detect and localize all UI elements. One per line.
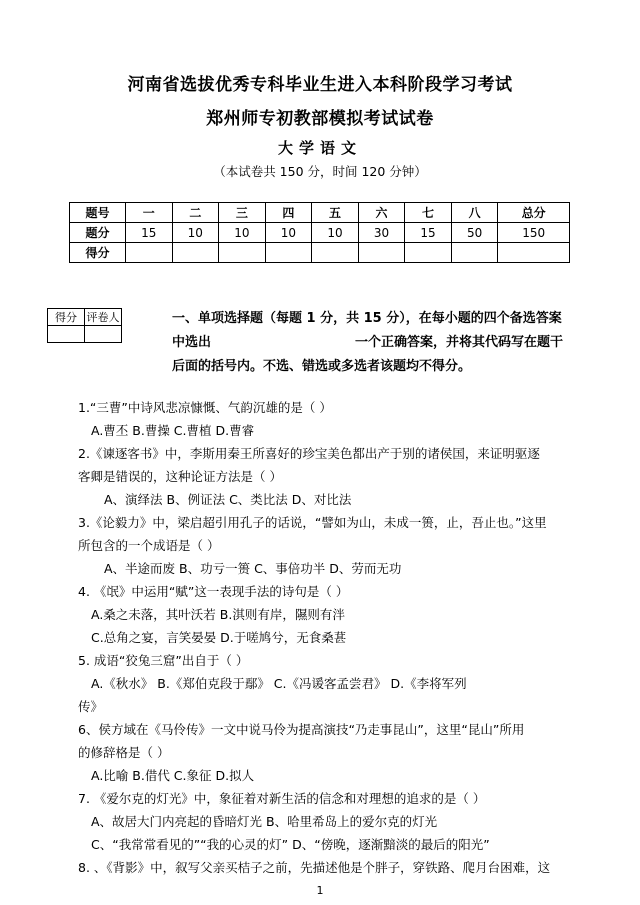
section1-instruction-line2b: 一个正确答案，并将其代码写在题干 (355, 335, 564, 350)
earned-cell (126, 243, 173, 263)
col-header: 八 (451, 203, 498, 223)
question-6-options: A.比喻 B.借代 C.象征 D.拟人 (91, 768, 255, 783)
row-label-earned: 得分 (70, 243, 126, 263)
question-3-stem-cont: 所包含的一个成语是（ ） (78, 538, 220, 553)
grader-box (47, 308, 122, 343)
question-5-stem: 5. 成语“狡兔三窟”出自于（ ） (78, 653, 249, 668)
col-header: 二 (172, 203, 219, 223)
question-4-options-line1: A.桑之未落，其叶沃若 B.淇则有岸，隰则有泮 (91, 607, 345, 622)
grader-name-label: 评卷人 (85, 309, 122, 326)
earned-cell (172, 243, 219, 263)
question-7-options-line2: C、“我常常看见的”“我的心灵的灯” D、“傍晚，逐渐黯淡的最后的阳光” (91, 837, 490, 852)
question-6-stem: 6、侯方域在《马伶传》一文中说马伶为提高演技“乃走事昆山”，这里“昆山”所用 (78, 722, 525, 737)
score-table-points-row (70, 223, 570, 243)
question-1-stem: 1.“三曹”中诗风悲凉慷慨、气韵沉雄的是（ ） (78, 400, 332, 415)
grader-score-cell (48, 326, 85, 343)
points-cell: 10 (265, 223, 312, 243)
question-2-stem: 2.《谏逐客书》中，李斯用秦王所喜好的珍宝美色都出产于别的诸侯国，来证明驱逐 (78, 446, 540, 461)
exam-note: （本试卷共 150 分，时间 120 分钟） (213, 164, 427, 179)
subject-title: 大学语文 (277, 139, 362, 157)
col-header: 总分 (498, 203, 570, 223)
exam-title-line2: 郑州师专初教部模拟考试试卷 (206, 109, 434, 129)
question-6-stem-cont: 的修辞格是（ ） (78, 745, 170, 760)
question-4-stem: 4. 《氓》中运用“赋”这一表现手法的诗句是（ ） (78, 584, 349, 599)
earned-cell (312, 243, 359, 263)
col-header: 六 (358, 203, 405, 223)
earned-cell (451, 243, 498, 263)
question-7-options-line1: A、故居大门内亮起的昏暗灯光 B、哈里希岛上的爱尔克的灯光 (91, 814, 438, 829)
col-header: 七 (405, 203, 452, 223)
section1-instruction-line2a: 中选出 (172, 335, 212, 350)
question-5-options: A.《秋水》 B.《郑伯克段于鄢》 C.《冯谖客孟尝君》 D.《李将军列 (91, 676, 467, 691)
question-3-options: A、半途而废 B、功亏一篑 C、事倍功半 D、劳而无功 (104, 561, 402, 576)
earned-cell (358, 243, 405, 263)
score-table-earned-row (70, 243, 570, 263)
col-header: 一 (126, 203, 173, 223)
points-cell: 15 (405, 223, 452, 243)
question-4-options-line2: C.总角之宴，言笑晏晏 D.于嗟鸠兮，无食桑葚 (91, 630, 347, 645)
grader-name-cell (85, 326, 122, 343)
points-cell: 10 (172, 223, 219, 243)
section1-instruction-line1: 一、单项选择题（每题 1 分，共 15 分），在每小题的四个备选答案 (172, 311, 562, 326)
earned-cell (265, 243, 312, 263)
question-2-stem-cont: 客卿是错误的，这种论证方法是（ ） (78, 469, 282, 484)
points-cell: 15 (126, 223, 173, 243)
score-table-header-row (70, 203, 570, 223)
row-label-points: 题分 (70, 223, 126, 243)
points-cell: 50 (451, 223, 498, 243)
points-cell: 10 (219, 223, 266, 243)
col-header: 四 (265, 203, 312, 223)
section1-instruction-line3: 后面的括号内。不选、错选或多选者该题均不得分。 (172, 359, 472, 374)
page-number: 1 (316, 884, 324, 897)
col-header: 三 (219, 203, 266, 223)
question-7-stem: 7. 《爱尔克的灯光》中，象征着对新生活的信念和对理想的追求的是（ ） (78, 791, 486, 806)
question-3-stem: 3.《论毅力》中，梁启超引用孔子的话说，“譬如为山，未成一篑，止，吾止也。”这里 (78, 515, 547, 530)
earned-cell (498, 243, 570, 263)
points-cell: 30 (358, 223, 405, 243)
question-5-options-wrap: 传》 (78, 699, 104, 714)
earned-cell (219, 243, 266, 263)
question-2-options: A、演绎法 B、例证法 C、类比法 D、对比法 (104, 492, 352, 507)
question-8-stem: 8. 、《背影》中，叙写父亲买桔子之前，先描述他是个胖子，穿铁路、爬月台困难，这 (78, 860, 551, 875)
exam-title-line1: 河南省选拔优秀专科毕业生进入本科阶段学习考试 (127, 75, 513, 95)
points-cell: 10 (312, 223, 359, 243)
row-label-question-number: 题号 (70, 203, 126, 223)
col-header: 五 (312, 203, 359, 223)
grader-score-label: 得分 (48, 309, 85, 326)
score-table (69, 202, 570, 263)
earned-cell (405, 243, 452, 263)
points-cell: 150 (498, 223, 570, 243)
question-1-options: A.曹丕 B.曹操 C.曹植 D.曹睿 (91, 423, 255, 438)
